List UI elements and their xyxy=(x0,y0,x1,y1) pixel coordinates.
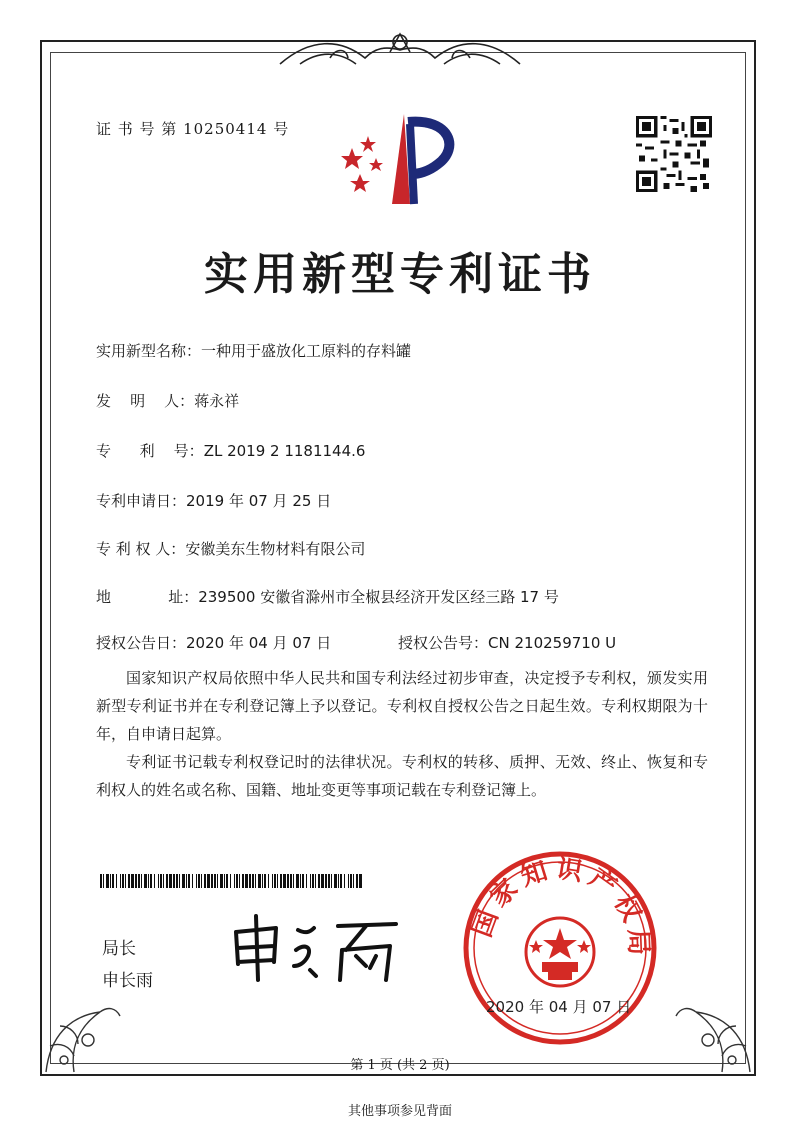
top-ornament-icon xyxy=(270,28,530,76)
footer-note: 其他事项参见背面 xyxy=(347,1104,452,1119)
page-number: 第 1 页 (共 2 页) xyxy=(350,1058,450,1073)
field-value: 安徽美东生物材料有限公司 xyxy=(185,540,366,558)
field-inventor xyxy=(96,390,239,411)
signatory-title: 局长 xyxy=(102,939,136,959)
paragraph-grant-statement: 国家知识产权局依照中华人民共和国专利法经过初步审查，决定授予专利权，颁发实用新型专利证书并在专利登记簿上予以登记。专利权自授权公告之日起生效。专利权期限为十年，自申请日起算。 xyxy=(96,669,708,743)
patent-office-logo-icon xyxy=(330,108,470,208)
field-value: 2020 年 04 月 07 日 xyxy=(186,634,332,652)
seal-date: 2020 年 04 月 07 日 xyxy=(486,998,632,1016)
field-value: 239500 安徽省滁州市全椒县经济开发区经三路 17 号 xyxy=(198,588,559,606)
official-seal-icon xyxy=(460,848,660,1048)
signatory-name: 申长雨 xyxy=(102,971,153,991)
field-label: 发 明 人： xyxy=(96,392,195,410)
field-grant-number xyxy=(398,632,616,653)
handwritten-signature-icon xyxy=(226,906,406,986)
qr-code-icon xyxy=(636,116,712,192)
field-address xyxy=(96,586,559,607)
certificate-title: 实用新型专利证书 xyxy=(204,249,596,300)
field-patentee xyxy=(96,538,365,559)
field-value: 2019 年 07 月 25 日 xyxy=(186,492,332,510)
field-label: 授权公告号： xyxy=(398,634,489,652)
field-grant-date xyxy=(96,632,331,653)
paragraph-legal-status: 专利证书记载专利权登记时的法律状况。专利权的转移、质押、无效、终止、恢复和专利权人的姓名或名称、国籍、地址变更等事项记载在专利登记簿上。 xyxy=(96,753,708,799)
field-label: 授权公告日： xyxy=(96,634,187,652)
field-label: 地 址： xyxy=(96,588,199,606)
barcode-icon xyxy=(100,874,362,888)
field-label: 专利申请日： xyxy=(96,492,187,510)
certificate-number: 证 书 号 第 10250414 号 xyxy=(96,120,290,138)
field-value: CN 210259710 U xyxy=(488,634,617,652)
field-label: 实用新型名称： xyxy=(96,342,202,360)
field-patent-number xyxy=(96,440,365,461)
field-filing-date xyxy=(96,490,331,511)
field-label: 专 利 号： xyxy=(96,442,204,460)
field-value: ZL 2019 2 1181144.6 xyxy=(203,442,366,460)
field-value: 蒋永祥 xyxy=(194,392,240,410)
field-utility-model-name xyxy=(96,340,411,361)
seal-text: 国家知识产权局 xyxy=(467,853,654,962)
field-label: 专 利 权 人： xyxy=(96,540,186,558)
field-value: 一种用于盛放化工原料的存料罐 xyxy=(201,342,412,360)
